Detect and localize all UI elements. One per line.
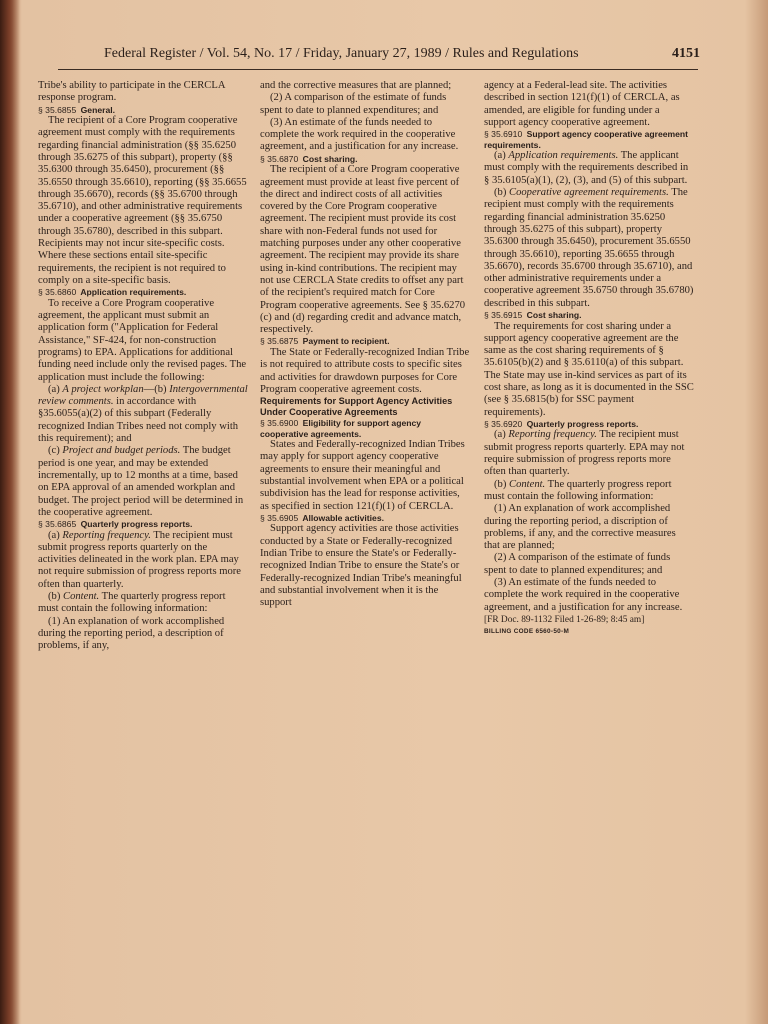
header-title: Federal Register / Vol. 54, No. 17 / Friday, January 27, 1989 / Rules and Regulations	[104, 46, 579, 61]
section-heading	[260, 336, 470, 347]
paragraph: (1) An explanation of work accomplished during the reporting period, a description of problems, if any,	[38, 615, 225, 652]
item-heading: Reporting frequency.	[62, 529, 151, 541]
item-lead: (b)	[494, 187, 510, 199]
item-heading: Application requirements.	[508, 150, 619, 162]
item-text: —(b)	[143, 383, 170, 395]
text-column-2	[260, 80, 470, 609]
item-heading: A project workplan	[62, 383, 144, 395]
section-title: General.	[80, 104, 116, 115]
item-heading: Reporting frequency.	[508, 429, 597, 441]
subpart-heading: Requirements for Support Agency Activities Under Cooperative Agreements	[260, 396, 453, 418]
paragraph	[38, 384, 248, 445]
paragraph: (2) A comparison of the estimate of funds spent to date to planned expenditures; and	[260, 92, 447, 116]
item-lead: (c)	[48, 445, 63, 457]
section-heading	[260, 513, 470, 524]
paragraph: (1) An explanation of work accomplished during the reporting period, a discription of problems, if any, and the corrective measures that are planned;	[484, 503, 676, 552]
item-text: The applicant must comply with the requirements described in § 35.6105(a)(1), (2), (3), and (5) of this subpart.	[484, 150, 689, 186]
paragraph: States and Federally-recognized Indian Tribes may apply for support agency cooperative agreements to ensure their meaningful and substantial involvement when EPA or a political subdivision has the lead for response activities, as specified in section 121(f)(1) of CERCLA.	[260, 439, 465, 512]
page-number: 4151	[672, 46, 700, 61]
section-number: § 35.6855	[38, 104, 77, 115]
paragraph: and the corrective measures that are planned;	[260, 80, 452, 91]
paragraph: The State or Federally-recognized Indian Tribe is not required to attribute costs to specific sites and activities for drawdown purposes for Core Program cooperative agreement costs.	[260, 346, 470, 395]
item-heading: Intergovernmental review comments.	[38, 383, 248, 408]
section-heading	[38, 287, 248, 298]
running-header	[60, 46, 700, 68]
text-column-3	[484, 80, 694, 638]
paragraph: (3) An estimate of the funds needed to complete the work required in the cooperative agreement, and a justification for any increase.	[484, 576, 683, 613]
section-heading	[38, 105, 248, 116]
item-text: The recipient must comply with the requirements regarding financial administration 35.6250 through 35.6275 of this subpart), property 35.6300 through 35.6450), procurement 35.6550 through 35.6610), reporting 35.6655 through 35.6670), records 35.6700 through 35.6710), and other administrative requirements under a cooperative agreement 35.6750 through 35.6780) described in this subpart.	[484, 187, 694, 309]
paragraph	[484, 150, 694, 187]
section-heading	[260, 154, 470, 165]
billing-code: BILLING CODE 6560-50-M	[484, 628, 570, 636]
text-column-1	[38, 80, 248, 653]
section-heading	[38, 519, 248, 530]
item-lead: (a)	[48, 383, 63, 395]
paragraph	[38, 445, 248, 519]
item-lead: (b)	[48, 591, 64, 603]
item-heading: Content.	[509, 478, 546, 490]
paragraph: The requirements for cost sharing under a support agency cooperative agreement are the same as the cost sharing requirements of § 35.6105(b)(2) and § 35.6110(a) of this subpart. The State may use in-kind services as part of its cost share, as long as it is documented in the SSC (see § 35.6815(b) for SSC payment requirements).	[484, 320, 694, 418]
section-title: Application requirements.	[80, 287, 187, 298]
item-text: The quarterly progress report must contain the following information:	[38, 591, 226, 615]
item-heading: Project and budget periods.	[62, 445, 181, 457]
paragraph	[484, 187, 694, 310]
fr-doc-citation: [FR Doc. 89-1132 Filed 1-26-89; 8:45 am]	[484, 614, 645, 625]
paragraph: (2) A comparison of the estimate of funds spent to date to planned expenditures; and	[484, 552, 671, 576]
paragraph	[38, 530, 248, 591]
section-heading	[484, 129, 694, 150]
paragraph: To receive a Core Program cooperative agreement, the applicant must submit an application form ("Application for Federal Assistance," SF-424, for non-construction programs) to EPA. Applications for additional funding need include only the revised pages. The application must include the following:	[38, 297, 247, 383]
section-number: § 35.6915	[484, 310, 523, 321]
item-lead: (a)	[494, 150, 509, 162]
section-title: Quarterly progress reports.	[80, 519, 193, 530]
section-title: Allowable activities.	[302, 512, 384, 523]
item-lead: (a)	[48, 529, 63, 541]
section-number: § 35.6875	[260, 336, 299, 347]
section-number: § 35.6905	[260, 512, 299, 523]
paragraph: Tribe's ability to participate in the CERCLA response program.	[38, 80, 225, 104]
paragraph: The recipient of a Core Program cooperative agreement must provide at least five percent of the direct and indirect costs of all activities covered by the Core Program cooperative agreement. The recipient must provide its cost share with non-Federal funds not used for matching purposes under any other cooperative agreement. The recipient may provide its share using in-kind contributions. The recipient may not use CERCLA State credits to offset any part of the recipient's required match for Core Program cooperative agreements. See § 35.6270 (c) and (d) regarding credit and advance match, respectively.	[260, 164, 466, 336]
section-title: Cost sharing.	[302, 153, 358, 164]
section-number: § 35.6920	[484, 418, 523, 429]
item-heading: Content.	[63, 591, 100, 603]
paragraph: (3) An estimate of the funds needed to complete the work required in the cooperative agreement, and a justification for any increase.	[260, 116, 459, 153]
section-number: § 35.6870	[260, 153, 299, 164]
section-number: § 35.6865	[38, 519, 77, 530]
section-title: Cost sharing.	[526, 310, 582, 321]
item-text: in accordance with §35.6055(a)(2) of this subpart (Federally recognized Indian Tribes need not comply with this requirement); and	[38, 396, 239, 445]
item-heading: Cooperative agreement requirements.	[509, 187, 669, 199]
section-title: Support agency cooperative agreement requirements.	[484, 129, 689, 150]
section-number: § 35.6910	[484, 129, 523, 140]
paragraph: agency at a Federal-lead site. The activities described in section 121(f)(1) of CERCLA, as amended, are eligible for funding under a support agency cooperative agreement.	[484, 80, 680, 128]
paragraph	[38, 591, 248, 616]
item-text: The recipient must submit progress reports quarterly. EPA may not require submission of progress reports more often than quarterly.	[484, 429, 685, 478]
item-text: The budget period is one year, and may be extended incrementally, up to 12 months at a time, based on EPA approval of an amended workplan and budget. The project period will be determined in the cooperative agreement.	[38, 445, 244, 518]
section-heading	[484, 310, 694, 321]
item-text: The recipient must submit progress reports quarterly on the activities delineated in the work plan. EPA may not require submission of progress reports more often than quarterly.	[38, 529, 242, 590]
paragraph	[484, 479, 694, 504]
paragraph	[484, 429, 694, 478]
paragraph: The recipient of a Core Program cooperative agreement must comply with the requirements regarding financial administration (§§ 35.6250 through 35.6275 of this subpart), property (§§ 35.6300 through 35.6450), procurement (§§ 35.6550 through 35.6610), reporting (§§ 35.6655 through 35.6670), records (§§ 35.6700 through 35.6710), and other administrative requirements under a cooperative agreement (§§ 35.6750 through 35.6780), described in this subpart. Recipients may not incur site-specific costs. Where these sections entail site-specific requirements, the recipient is not required to comply on a site-specific basis.	[38, 115, 247, 286]
section-number: § 35.6860	[38, 287, 77, 298]
section-title: Quarterly progress reports.	[526, 418, 639, 429]
item-lead: (a)	[494, 429, 509, 441]
book-binding-edge	[0, 0, 20, 1024]
section-title: Payment to recipient.	[302, 336, 390, 347]
section-number: § 35.6900	[260, 418, 299, 429]
header-rule	[58, 69, 698, 70]
section-title: Eligibility for support agency cooperative agreements.	[260, 418, 422, 439]
section-heading	[484, 419, 694, 430]
item-lead: (b)	[494, 478, 510, 490]
paragraph: Support agency activities are those activities conducted by a State or Federally-recognized Indian Tribe to ensure the State's or Federally-recognized Indian Tribe to ensure the State's or Federally-recognized Indian Tribe's meaningful and substantial involvement when it is the support	[260, 523, 462, 609]
section-heading	[260, 418, 470, 439]
item-text: The quarterly progress report must contain the following information:	[484, 478, 672, 502]
